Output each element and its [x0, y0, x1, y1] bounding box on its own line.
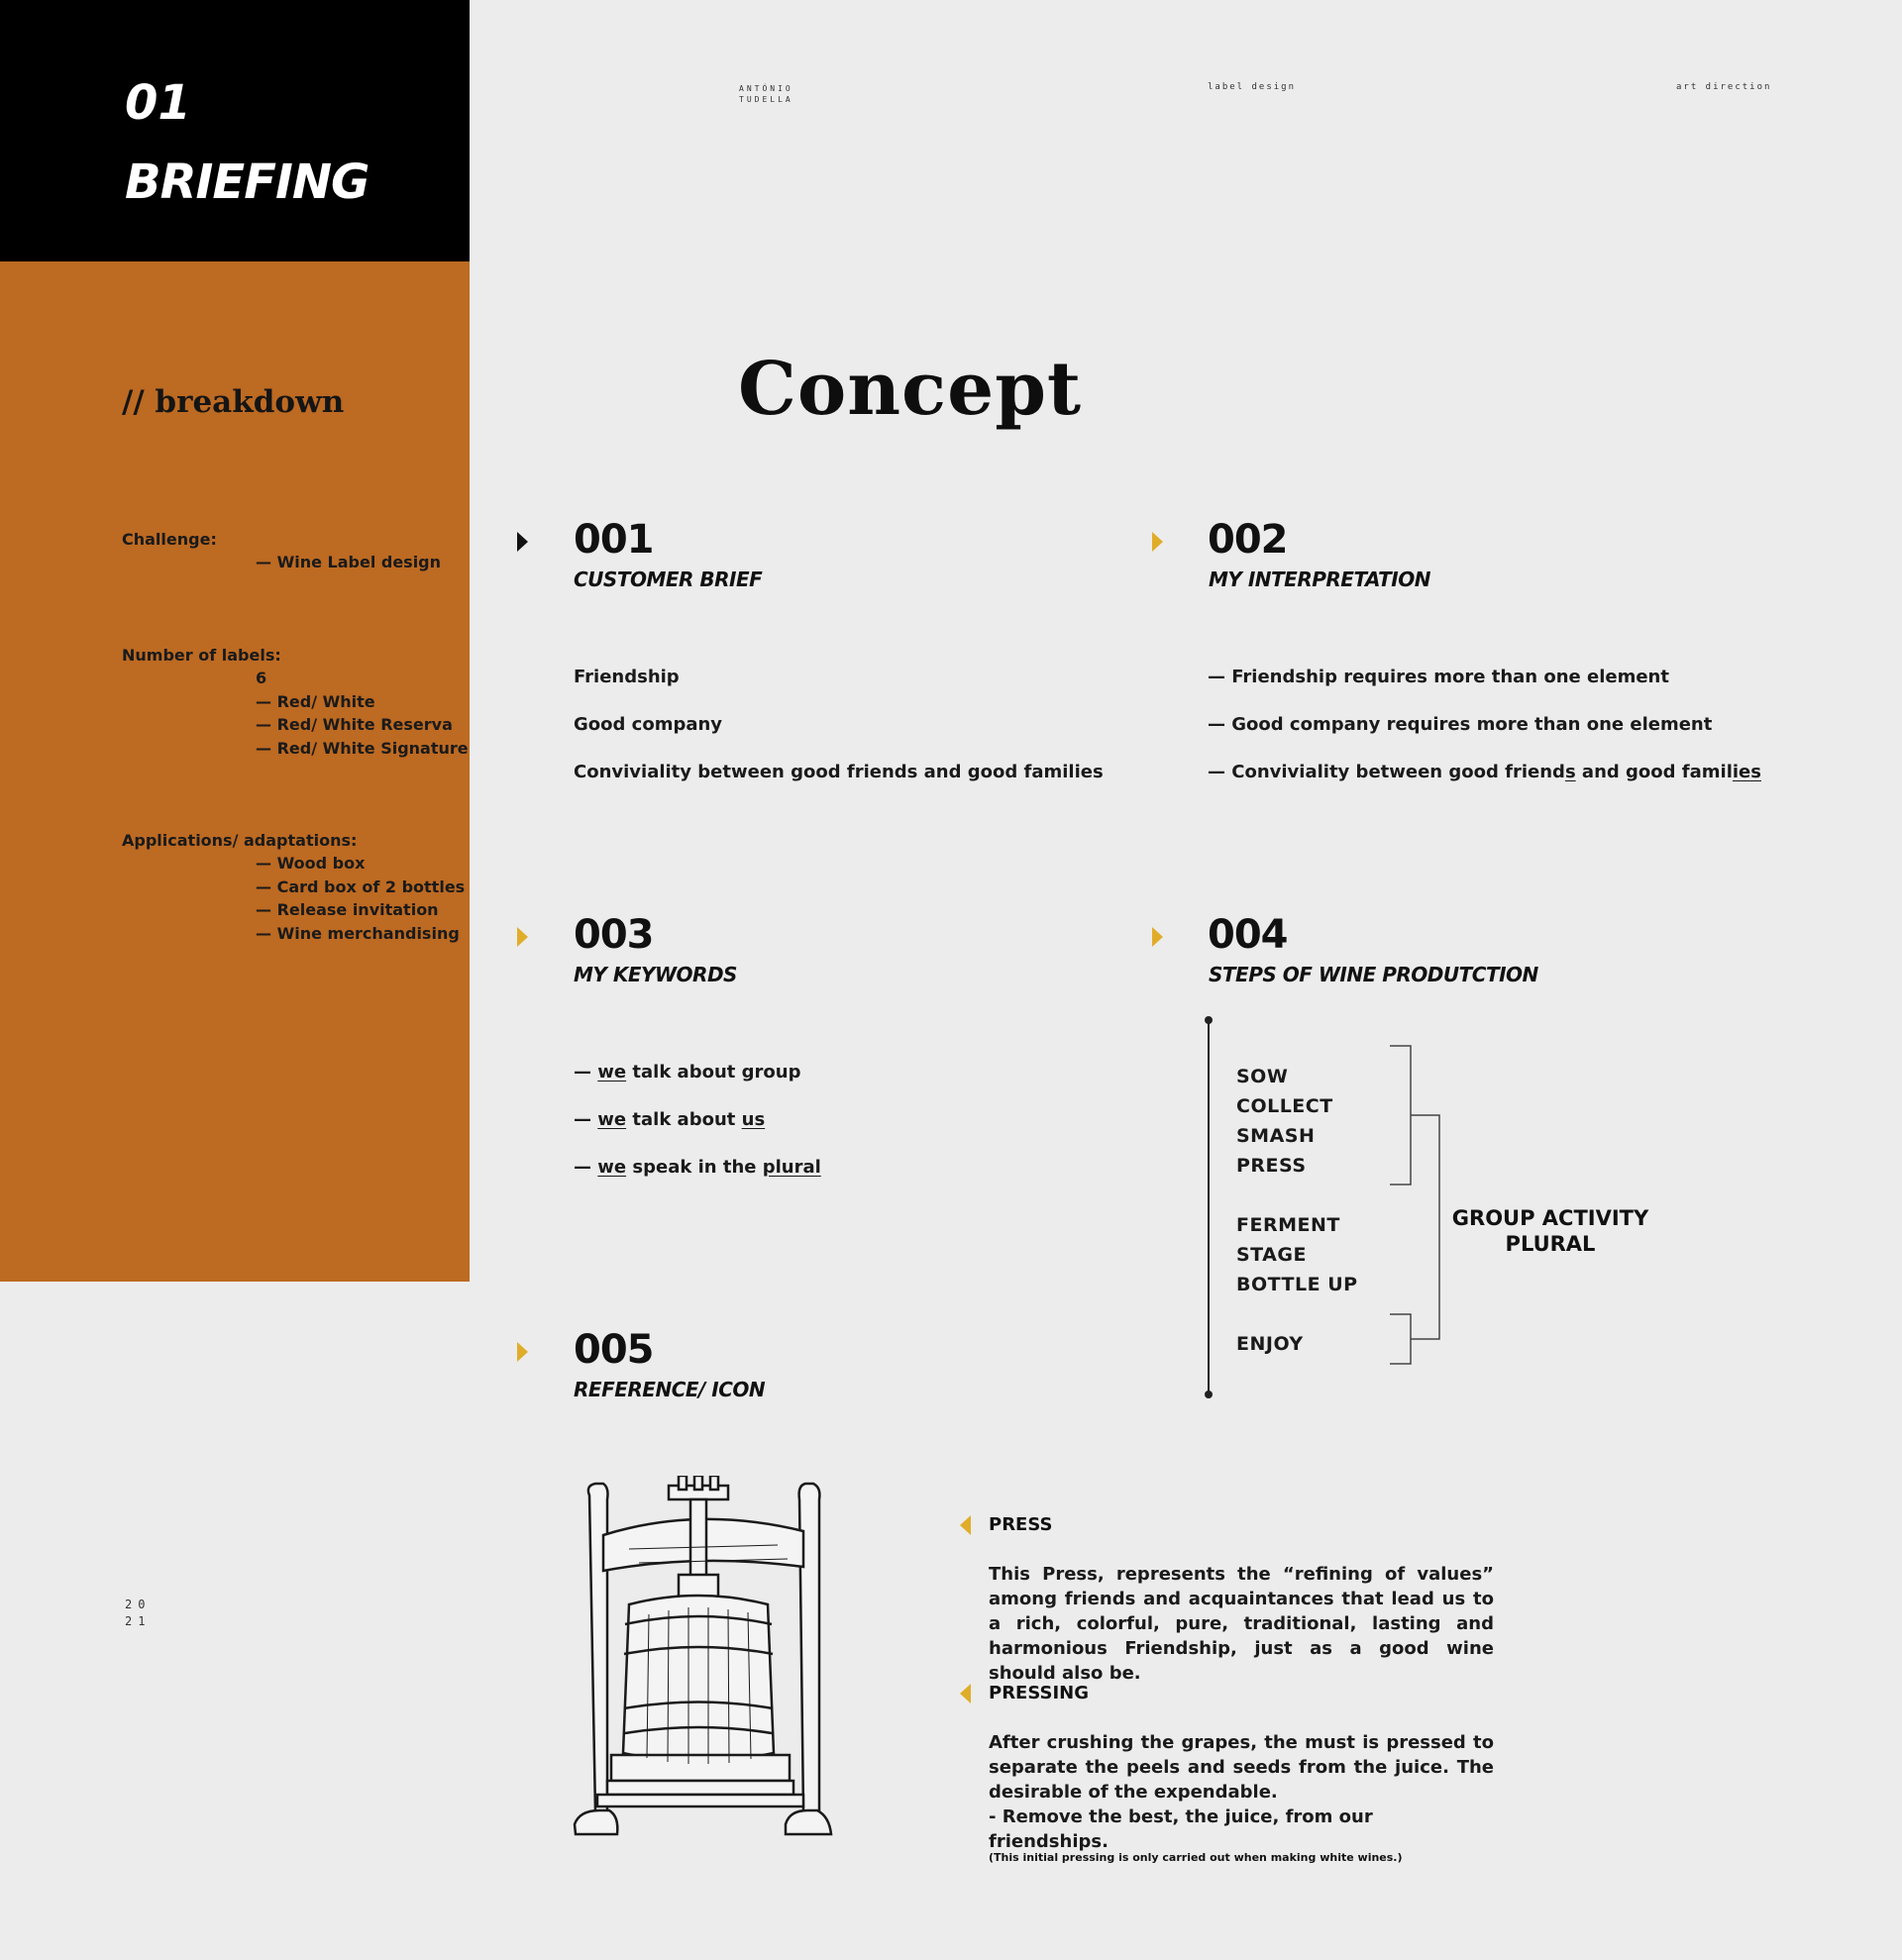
- section-004-number: 004: [1208, 912, 1288, 958]
- text-fragment: —: [574, 1109, 598, 1130]
- step-item: SOW: [1236, 1066, 1289, 1087]
- text-fragment: s: [1564, 762, 1576, 782]
- section-001-title: CUSTOMER BRIEF: [574, 567, 763, 591]
- applications-item: — Release invitation: [256, 900, 439, 919]
- applications-item: — Wood box: [256, 854, 366, 873]
- interpretation-item: — Good company requires more than one element: [1208, 714, 1713, 735]
- bullet-triangle-icon: [1152, 532, 1163, 552]
- step-item: ENJOY: [1236, 1333, 1304, 1355]
- group-activity-label: [1446, 1205, 1654, 1257]
- labels-item: — Red/ White Reserva: [256, 715, 453, 734]
- bullet-triangle-icon: [517, 532, 528, 552]
- labels-count-label: Number of labels:: [122, 646, 281, 665]
- text-fragment: us: [741, 1109, 766, 1130]
- pressing-line: - Remove the best, the juice, from our friendships.: [989, 1806, 1373, 1852]
- press-label: PRESS: [989, 1514, 1053, 1535]
- section-002-title: MY INTERPRETATION: [1209, 567, 1430, 591]
- author-line: ANTÓNIO: [739, 84, 793, 93]
- pressing-note: (This initial pressing is only carried out when making white wines.): [989, 1851, 1403, 1864]
- keyword-item: [574, 1062, 800, 1083]
- brief-item: Friendship: [574, 667, 680, 687]
- pressing-description: After crushing the grapes, the must is pressed to separate the peels and seeds from the juice. The desirable of the expendable.: [989, 1732, 1494, 1803]
- text-fragment: talk about group: [626, 1062, 801, 1083]
- step-item: COLLECT: [1236, 1095, 1333, 1117]
- bullet-triangle-icon: [517, 1342, 528, 1362]
- bullet-triangle-left-icon: [960, 1684, 971, 1703]
- step-item: PRESS: [1236, 1155, 1307, 1177]
- text-fragment: and good famil: [1575, 762, 1733, 782]
- header-art-direction: art direction: [1676, 82, 1772, 92]
- text-fragment: speak in the: [626, 1157, 763, 1178]
- steps-group-1: [1236, 1062, 1333, 1181]
- labels-item: — Red/ White: [256, 692, 375, 711]
- group-line: GROUP ACTIVITY: [1451, 1206, 1649, 1230]
- section-title: BRIEFING: [125, 155, 370, 210]
- year-top: 20: [125, 1598, 152, 1611]
- bullet-triangle-icon: [517, 927, 528, 947]
- section-003-title: MY KEYWORDS: [574, 963, 737, 986]
- section-header-block: [0, 0, 470, 261]
- text-fragment: —: [574, 1157, 598, 1178]
- brief-item: Conviviality between good friends and good families: [574, 762, 1104, 782]
- author-line: TUDELLA: [739, 95, 793, 104]
- text-fragment: ies: [1732, 762, 1761, 782]
- steps-group-2: [1236, 1210, 1358, 1299]
- challenge-label: Challenge:: [122, 530, 217, 549]
- page-title: Concept: [738, 347, 1083, 432]
- keyword-item: [574, 1109, 765, 1130]
- section-005-number: 005: [574, 1327, 654, 1373]
- interpretation-item: [1208, 762, 1761, 782]
- brief-item: Good company: [574, 714, 723, 735]
- section-number: 01: [125, 75, 191, 131]
- keyword-item: [574, 1157, 821, 1178]
- step-item: FERMENT: [1236, 1214, 1340, 1236]
- section-001-number: 001: [574, 517, 654, 563]
- wine-press-illustration: [570, 1476, 837, 1852]
- step-item: BOTTLE UP: [1236, 1274, 1358, 1295]
- section-005-title: REFERENCE/ ICON: [574, 1378, 766, 1401]
- text-fragment: — Conviviality between good friend: [1208, 762, 1565, 782]
- steps-group-3: [1236, 1329, 1304, 1359]
- applications-label: Applications/ adaptations:: [122, 831, 358, 850]
- applications-item: — Card box of 2 bottles: [256, 877, 466, 896]
- bullet-triangle-left-icon: [960, 1515, 971, 1535]
- press-description: This Press, represents the “refining of values” among friends and acquaintances that lead us to a rich, colorful, pure, traditional, lasting and harmonious Friendship, just as a good wine should also be.: [989, 1564, 1494, 1684]
- step-item: SMASH: [1236, 1125, 1316, 1147]
- labels-item: — Red/ White Signature: [256, 739, 469, 758]
- text-fragment: we: [597, 1109, 627, 1130]
- group-line: PLURAL: [1505, 1232, 1596, 1256]
- section-004-title: STEPS OF WINE PRODUTCTION: [1209, 963, 1538, 986]
- applications-item: — Wine merchandising: [256, 924, 460, 943]
- step-item: STAGE: [1236, 1244, 1307, 1266]
- section-003-number: 003: [574, 912, 654, 958]
- text-fragment: we: [597, 1157, 627, 1178]
- text-fragment: plural: [762, 1157, 821, 1178]
- text-fragment: talk about: [626, 1109, 742, 1130]
- text-fragment: we: [597, 1062, 627, 1083]
- section-002-number: 002: [1208, 517, 1288, 563]
- challenge-item: — Wine Label design: [256, 553, 442, 571]
- year: [125, 1597, 151, 1630]
- interpretation-item: — Friendship requires more than one element: [1208, 667, 1669, 687]
- bullet-triangle-icon: [1152, 927, 1163, 947]
- pressing-label: PRESSING: [989, 1683, 1090, 1703]
- breakdown-title: // breakdown: [122, 384, 345, 420]
- year-bottom: 21: [125, 1614, 152, 1628]
- header-label-design: label design: [1208, 82, 1297, 92]
- author-name: [739, 83, 793, 105]
- labels-item: 6: [256, 669, 267, 687]
- text-fragment: —: [574, 1062, 598, 1083]
